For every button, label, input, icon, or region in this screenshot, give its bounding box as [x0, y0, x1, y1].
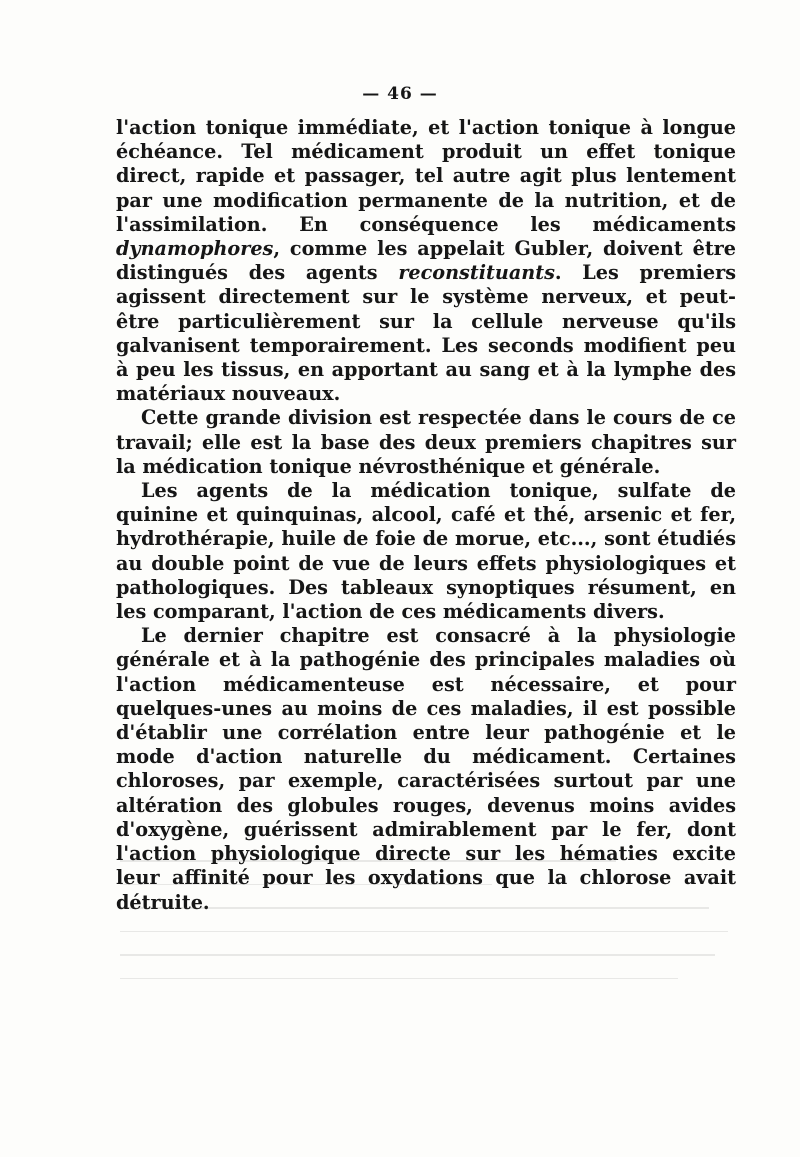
body-text — [116, 116, 736, 915]
text-run: Le dernier chapitre est consacré à la physiologie générale et à la pathogénie des principales maladies où l'action médicamenteuse est nécessaire, et pour quelques-unes au moins de ces maladies, il est possible d'établir une corrélation entre leur pathogénie et le mode d'action naturelle du médicament. Certaines chloroses, par exemple, caractérisées surtout par une altération des globules rouges, devenus moins avides d'oxygène, guérissent admirablement par le fer, dont l'action physiologique directe sur les hématies excite leur affinité pour les oxydations que la chlorose avait détruite. — [116, 624, 736, 914]
paragraph-2 — [116, 406, 736, 479]
paragraph-3 — [116, 479, 736, 624]
text-run: . Les premiers agissent directement sur le système nerveux, et peut-être particulièrement sur la cellule nerveuse qu'ils galvanisent temporairement. Les seconds modifient peu à peu les tissus, en apportant au sang et à la lymphe des matériaux nouveaux. — [116, 261, 736, 406]
show-through-bleed — [120, 860, 740, 1040]
italic-term-dynamophores: dynamophores — [116, 237, 274, 261]
text-run: Les agents de la médication tonique, sulfate de quinine et quinquinas, alcool, café et thé, arsenic et fer, hydrothérapie, huile de foie de morue, etc..., sont étudiés au double point de vue de leurs effets physiologiques et pathologiques. Des tableaux synoptiques résument, en les comparant, l'action de ces médicaments divers. — [116, 479, 736, 624]
italic-term-reconstituants: reconstituants — [398, 261, 555, 285]
text-run: Cette grande division est respectée dans le cours de ce travail; elle est la base des deux premiers chapitres sur la médication tonique névrosthénique et générale. — [116, 406, 736, 478]
page-number: — 46 — — [362, 84, 438, 104]
text-run: , comme les appelait Gubler, doivent être distingués des agents — [116, 237, 736, 285]
paragraph-1 — [116, 116, 736, 406]
text-run: l'action tonique immédiate, et l'action tonique à longue échéance. Tel médicament produit un effet tonique direct, rapide et passager, tel autre agit plus lentement par une modification permanente de la nutrition, et de l'assimilation. En conséquence les médicaments — [116, 116, 736, 236]
